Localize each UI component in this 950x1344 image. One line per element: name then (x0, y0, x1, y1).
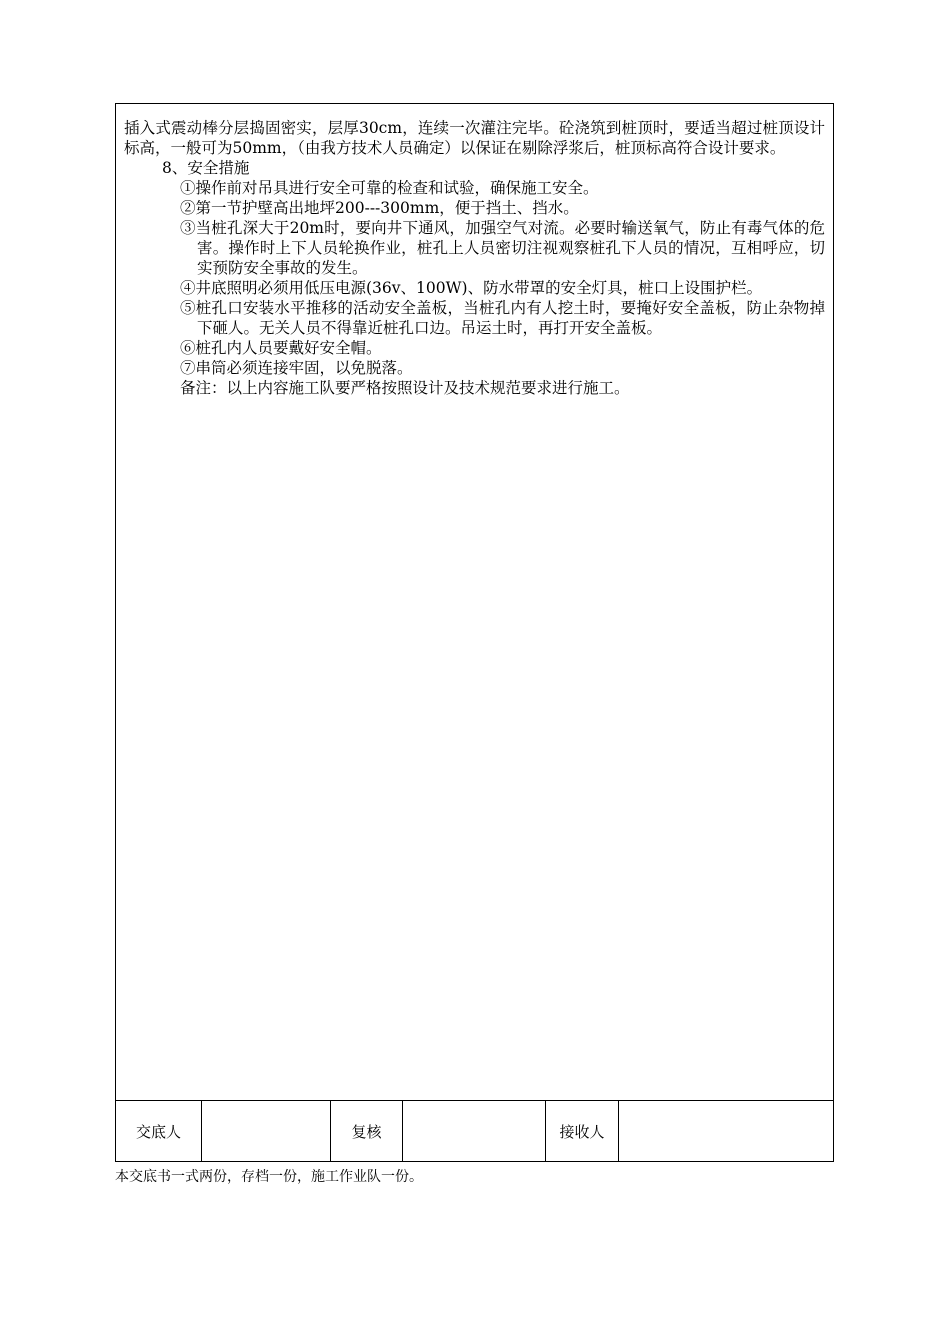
signature-row (116, 1100, 833, 1162)
reviewer-label: 复核 (331, 1101, 403, 1162)
content-cell (116, 104, 833, 1100)
intro-paragraph: 插入式震动棒分层捣固密实，层厚30cm，连续一次灌注完毕。砼浇筑到桩顶时，要适当超过桩顶设计标高，一般可为50mm，（由我方技术人员确定）以保证在剔除浮浆后，桩顶标高符合设计要求。 (124, 119, 825, 157)
deliverer-signature-field[interactable] (202, 1101, 331, 1162)
measure-item-7: ⑦串筒必须连接牢固，以免脱落。 (180, 359, 413, 377)
measure-item-4: ④井底照明必须用低压电源(36v、100W)、防水带罩的安全灯具，桩口上设围护栏。 (180, 279, 763, 297)
measure-item-5: ⑤桩孔口安装水平推移的活动安全盖板，当桩孔内有人挖土时，要掩好安全盖板，防止杂物掉下砸人。无关人员不得靠近桩孔口边。吊运土时，再打开安全盖板。 (180, 299, 825, 337)
measure-item-3: ③当桩孔深大于20m时，要向井下通风，加强空气对流。必要时输送氧气，防止有毒气体的危害。操作时上下人员轮换作业，桩孔上人员密切注视观察桩孔下人员的情况，互相呼应，切实预防安全事故的发生。 (180, 219, 825, 277)
disclosure-form (115, 103, 834, 1162)
measure-item-6: ⑥桩孔内人员要戴好安全帽。 (180, 339, 382, 357)
footer-note: 本交底书一式两份，存档一份，施工作业队一份。 (115, 1169, 423, 1185)
reviewer-signature-field[interactable] (403, 1101, 546, 1162)
receiver-label: 接收人 (546, 1101, 619, 1162)
measure-item-2: ②第一节护壁高出地坪200---300mm，便于挡土、挡水。 (180, 199, 579, 217)
deliverer-label: 交底人 (116, 1101, 202, 1162)
section-title: 8、安全措施 (162, 159, 250, 177)
receiver-signature-field[interactable] (619, 1101, 833, 1162)
remark-note: 备注：以上内容施工队要严格按照设计及技术规范要求进行施工。 (180, 379, 630, 397)
measure-item-1: ①操作前对吊具进行安全可靠的检查和试验，确保施工安全。 (180, 179, 599, 197)
